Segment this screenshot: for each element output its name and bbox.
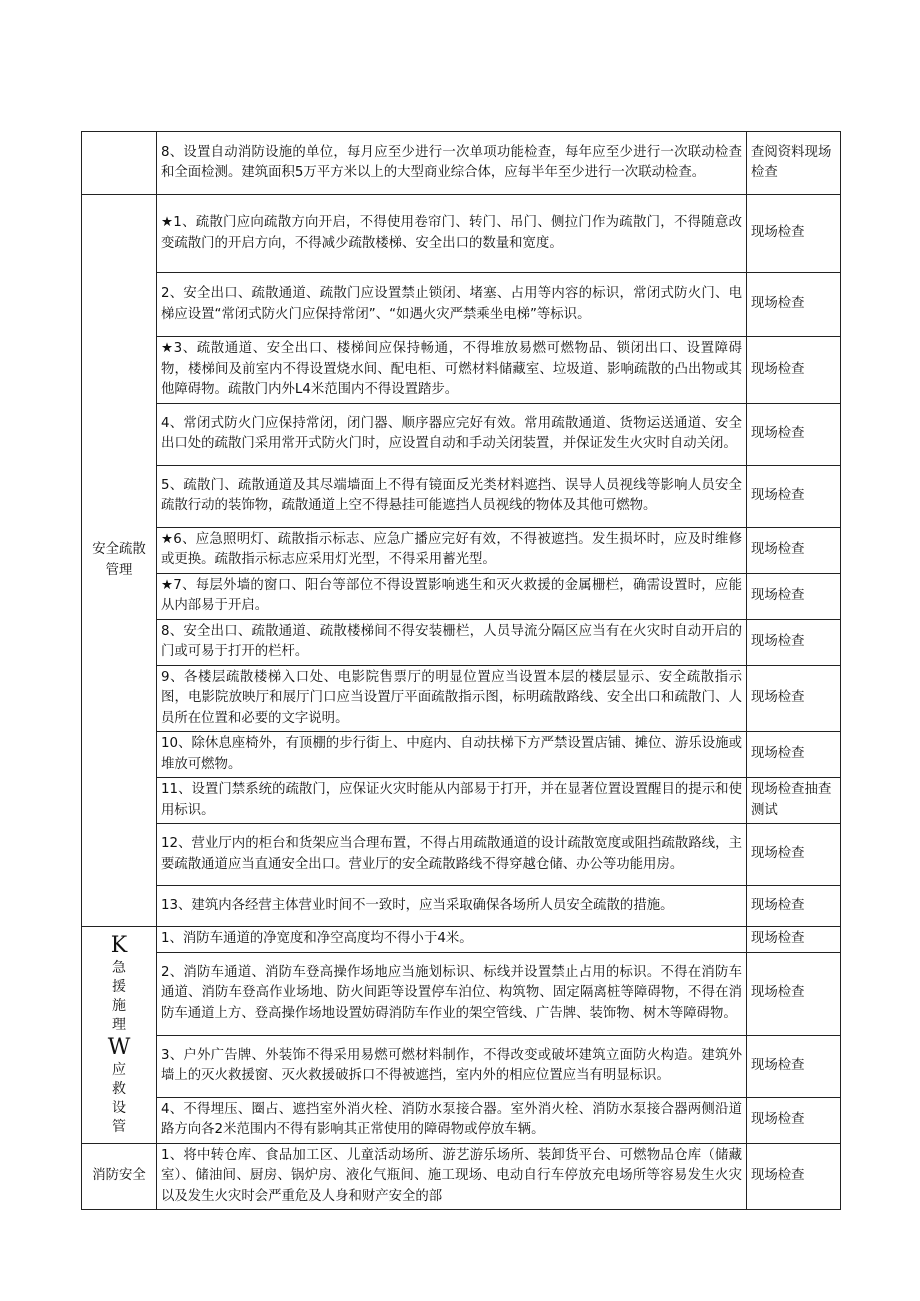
item-text: 12、营业厅内的柜台和货架应当合理布置，不得占用疏散通道的设计疏散宽度或阻挡疏散路线，主要疏散通道应当直通安全出口。营业厅的安全疏散路线不得穿越仓储、办公等功能用房。 <box>157 824 747 886</box>
item-text: 5、疏散门、疏散通道及其尽端墙面上不得有镜面反光类材料遮挡、误导人员视线等影响人员安全疏散行动的装饰物，疏散通道上空不得悬挂可能遮挡人员视线的物体及其他可燃物。 <box>157 465 747 527</box>
item-text: 8、安全出口、疏散通道、疏散楼梯间不得安装栅栏，人员导流分隔区应当有在火灾时自动开启的门或可易于打开的栏杆。 <box>157 619 747 665</box>
table-row <box>82 927 841 953</box>
table-row <box>82 195 841 273</box>
item-text: 8、设置自动消防设施的单位，每月应至少进行一次单项功能检查，每年应至少进行一次联动检查和全面检测。建筑面积5万平方米以上的大型商业综合体，应每半年至少进行一次联动检查。 <box>157 132 747 195</box>
table-row <box>82 1035 841 1097</box>
item-text: 2、消防车通道、消防车登高操作场地应当施划标识、标线并设置禁止占用的标识。不得在消防车通道、消防车登高作业场地、防火间距等设置停车泊位、构筑物、固定隔离桩等障碍物，不得在消防车通道上方、登高操作场地设置妨碍消防车作业的架空管线、广告牌、装饰物、树木等障碍物。 <box>157 952 747 1035</box>
check-method: 现场检查 <box>747 1143 841 1210</box>
item-text: ★1、疏散门应向疏散方向开启，不得使用卷帘门、转门、吊门、侧拉门作为疏散门，不得随意改变疏散门的开启方向，不得减少疏散楼梯、安全出口的数量和宽度。 <box>157 195 747 273</box>
check-method: 现场检查 <box>747 619 841 665</box>
table-row <box>82 732 841 778</box>
check-method: 现场检查 <box>747 927 841 953</box>
check-method: 查阅资料现场检查 <box>747 132 841 195</box>
table-row <box>82 619 841 665</box>
item-text: 4、常闭式防火门应保持常闭，闭门器、顺序器应完好有效。常用疏散通道、货物运送通道、安全出口处的疏散门采用常开式防火门时，应设置自动和手动关闭装置，并保证发生火灾时自动关闭。 <box>157 403 747 465</box>
item-text: 4、不得埋压、圈占、遮挡室外消火栓、消防水泵接合器。室外消火栓、消防水泵接合器两侧沿道路方向各2米范围内不得有影响其正常使用的障碍物或停放车辆。 <box>157 1097 747 1143</box>
check-method: 现场检查 <box>747 732 841 778</box>
category-rescue-char: 救 <box>112 1080 126 1097</box>
check-method: 现场检查 <box>747 465 841 527</box>
check-method: 现场检查 <box>747 665 841 732</box>
table-row <box>82 465 841 527</box>
check-method: 现场检查 <box>747 1035 841 1097</box>
table-row <box>82 573 841 619</box>
check-method: 现场检查 <box>747 952 841 1035</box>
check-method: 现场检查 <box>747 886 841 927</box>
item-text: ★6、应急照明灯、疏散指示标志、应急广播应完好有效，不得被遮挡。发生损坏时，应及时维修或更换。疏散指示标志应采用灯光型，不得采用蓄光型。 <box>157 527 747 573</box>
item-text: 1、消防车通道的净宽度和净空高度均不得小于4米。 <box>157 927 747 953</box>
category-rescue-char: 援 <box>112 978 126 995</box>
table-row <box>82 403 841 465</box>
table-row <box>82 337 841 404</box>
table-row <box>82 778 841 824</box>
item-text: 3、户外广告牌、外装饰不得采用易燃可燃材料制作，不得改变或破坏建筑立面防火构造。建筑外墙上的灭火救援窗、灭火救援破拆口不得被遮挡，室内外的相应位置应当有明显标识。 <box>157 1035 747 1097</box>
category-rescue-char: 应 <box>112 1061 126 1078</box>
item-text: ★3、疏散通道、安全出口、楼梯间应保持畅通，不得堆放易燃可燃物品、锁闭出口、设置障碍物，楼梯间及前室内不得设置烧水间、配电柜、可燃材料储藏室、垃圾道、影响疏散的凸出物或其他障碍物。疏散门内外L4米范围内不得设置踏步。 <box>157 337 747 404</box>
category-rescue-char: 理 <box>112 1016 126 1033</box>
category-evacuation: 安全疏散管理 <box>82 195 157 927</box>
table-row <box>82 527 841 573</box>
table-row <box>82 273 841 337</box>
category-rescue-char: 设 <box>112 1099 126 1116</box>
check-method: 现场检查 <box>747 337 841 404</box>
item-text: 2、安全出口、疏散通道、疏散门应设置禁止锁闭、堵塞、占用等内容的标识，常闭式防火门、电梯应设置“常闭式防火门应保持常闭”、“如遇火灾严禁乘坐电梯”等标识。 <box>157 273 747 337</box>
item-text: 10、除休息座椅外，有顶棚的步行街上、中庭内、自动扶梯下方严禁设置店铺、摊位、游乐设施或堆放可燃物。 <box>157 732 747 778</box>
inspection-table <box>81 131 841 1210</box>
category-fire-safety: 消防安全 <box>82 1143 157 1210</box>
check-method: 现场检查 <box>747 1097 841 1143</box>
check-method: 现场检查 <box>747 403 841 465</box>
check-method: 现场检查 <box>747 527 841 573</box>
table-row <box>82 665 841 732</box>
table-row <box>82 886 841 927</box>
item-text: ★7、每层外墙的窗口、阳台等部位不得设置影响逃生和灭火救援的金属栅栏，确需设置时，应能从内部易于开启。 <box>157 573 747 619</box>
item-text: 1、将中转仓库、食品加工区、儿童活动场所、游艺游乐场所、装卸货平台、可燃物品仓库（储藏室）、储油间、厨房、锅炉房、液化气瓶间、施工现场、电动自行车停放充电场所等容易发生火灾以及发生火灾时会严重危及人身和财产安全的部 <box>157 1143 747 1210</box>
category-rescue-char: 施 <box>112 997 126 1014</box>
table-row <box>82 132 841 195</box>
check-method: 现场检查抽查测试 <box>747 778 841 824</box>
item-text: 11、设置门禁系统的疏散门，应保证火灾时能从内部易于打开，并在显著位置设置醒目的提示和使用标识。 <box>157 778 747 824</box>
check-method: 现场检查 <box>747 573 841 619</box>
category-rescue-char: W <box>107 1034 131 1060</box>
check-method: 现场检查 <box>747 273 841 337</box>
table-row <box>82 824 841 886</box>
category-rescue-char: 急 <box>112 959 126 976</box>
check-method: 现场检查 <box>747 824 841 886</box>
category-rescue-char: 管 <box>112 1118 126 1135</box>
table-row <box>82 1097 841 1143</box>
table-row <box>82 1143 841 1210</box>
category-rescue-char: K <box>110 932 128 958</box>
category-cell-empty <box>82 132 157 195</box>
category-rescue <box>82 927 157 1144</box>
item-text: 9、各楼层疏散楼梯入口处、电影院售票厅的明显位置应当设置本层的楼层显示、安全疏散指示图，电影院放映厅和展厅门口应当设置厅平面疏散指示图，标明疏散路线、安全出口和疏散门、人员所在位置和必要的文字说明。 <box>157 665 747 732</box>
table-row <box>82 952 841 1035</box>
item-text: 13、建筑内各经营主体营业时间不一致时，应当采取确保各场所人员安全疏散的措施。 <box>157 886 747 927</box>
check-method: 现场检查 <box>747 195 841 273</box>
